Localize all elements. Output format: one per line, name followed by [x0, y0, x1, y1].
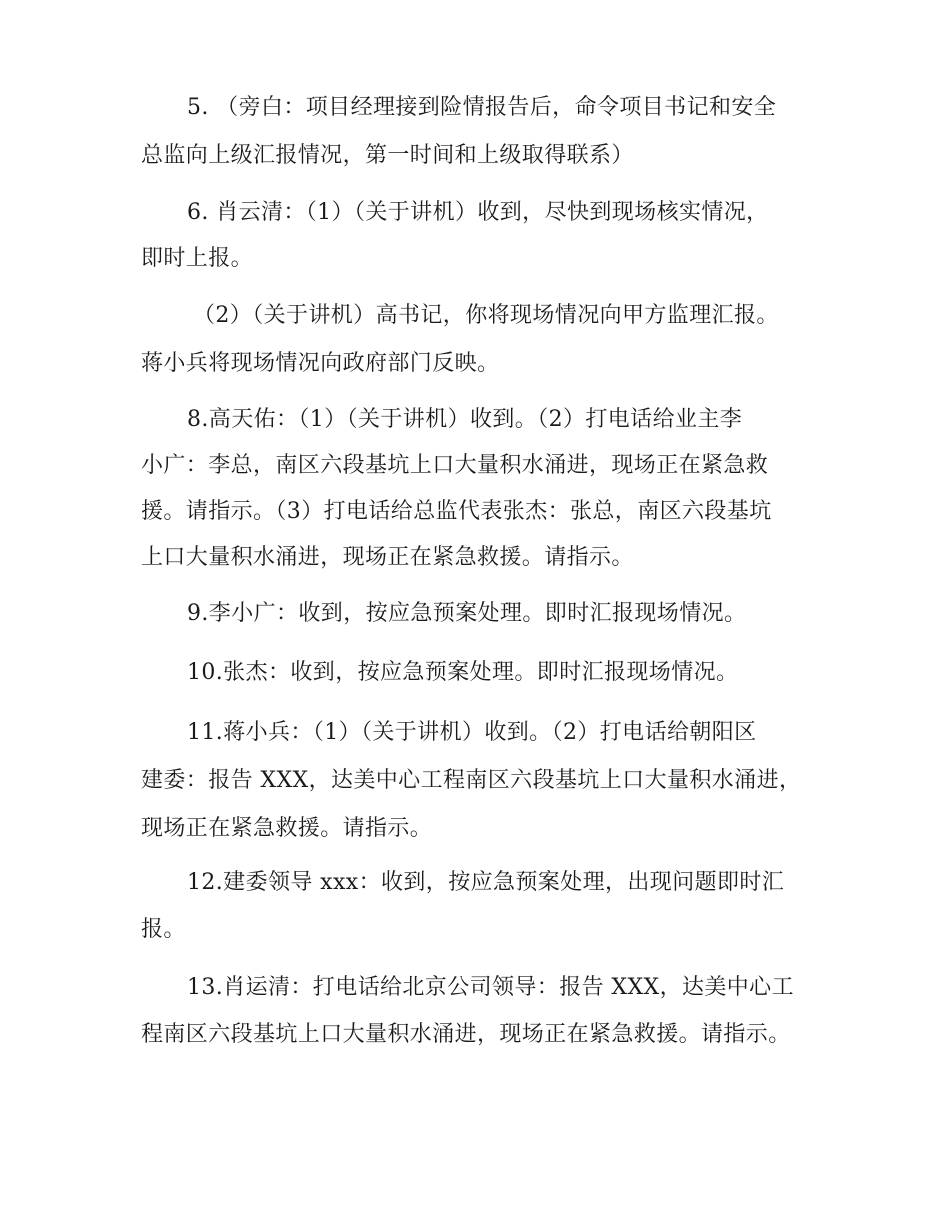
paragraph-10-line-1: 10.张杰：收到，按应急预案处理。即时汇报现场情况。 [187, 660, 739, 685]
paragraph-6b-line-1: （2）（关于讲机）高书记，你将现场情况向甲方监理汇报。 [193, 303, 779, 328]
paragraph-6-line-2: 即时上报。 [141, 246, 254, 271]
paragraph-12-line-1: 12.建委领导 xxx：收到，按应急预案处理，出现问题即时汇 [187, 870, 785, 895]
paragraph-5-line-2: 总监向上级汇报情况，第一时间和上级取得联系） [141, 143, 634, 168]
paragraph-5-line-1: 5. （旁白：项目经理接到险情报告后，命令项目书记和安全 [187, 95, 777, 120]
paragraph-13-line-1: 13.肖运清：打电话给北京公司领导：报告 XXX，达美中心工 [187, 975, 794, 1000]
paragraph-8-line-1: 8.高天佑：（1）（关于讲机）收到。（2）打电话给业主李 [187, 407, 743, 432]
paragraph-11-line-2: 建委：报告 XXX，达美中心工程南区六段基坑上口大量积水涌进， [141, 768, 802, 793]
paragraph-13-line-2: 程南区六段基坑上口大量积水涌进，现场正在紧急救援。请指示。 [141, 1022, 791, 1047]
paragraph-8-line-2: 小广：李总，南区六段基坑上口大量积水涌进，现场正在紧急救 [141, 453, 769, 478]
paragraph-6-line-1: 6. 肖云清：（1）（关于讲机）收到，尽快到现场核实情况， [187, 200, 769, 225]
paragraph-11-line-1: 11.蒋小兵：（1）（关于讲机）收到。（2）打电话给朝阳区 [187, 720, 757, 745]
paragraph-9-line-1: 9.李小广：收到，按应急预案处理。即时汇报现场情况。 [187, 601, 747, 626]
paragraph-6b-line-2: 蒋小兵将现场情况向政府部门反映。 [141, 351, 500, 376]
paragraph-8-line-4: 上口大量积水涌进，现场正在紧急救援。请指示。 [141, 545, 634, 570]
paragraph-12-line-2: 报。 [141, 917, 186, 942]
paragraph-8-line-3: 援。请指示。（3）打电话给总监代表张杰：张总，南区六段基坑 [141, 499, 772, 524]
paragraph-11-line-3: 现场正在紧急救援。请指示。 [141, 816, 433, 841]
